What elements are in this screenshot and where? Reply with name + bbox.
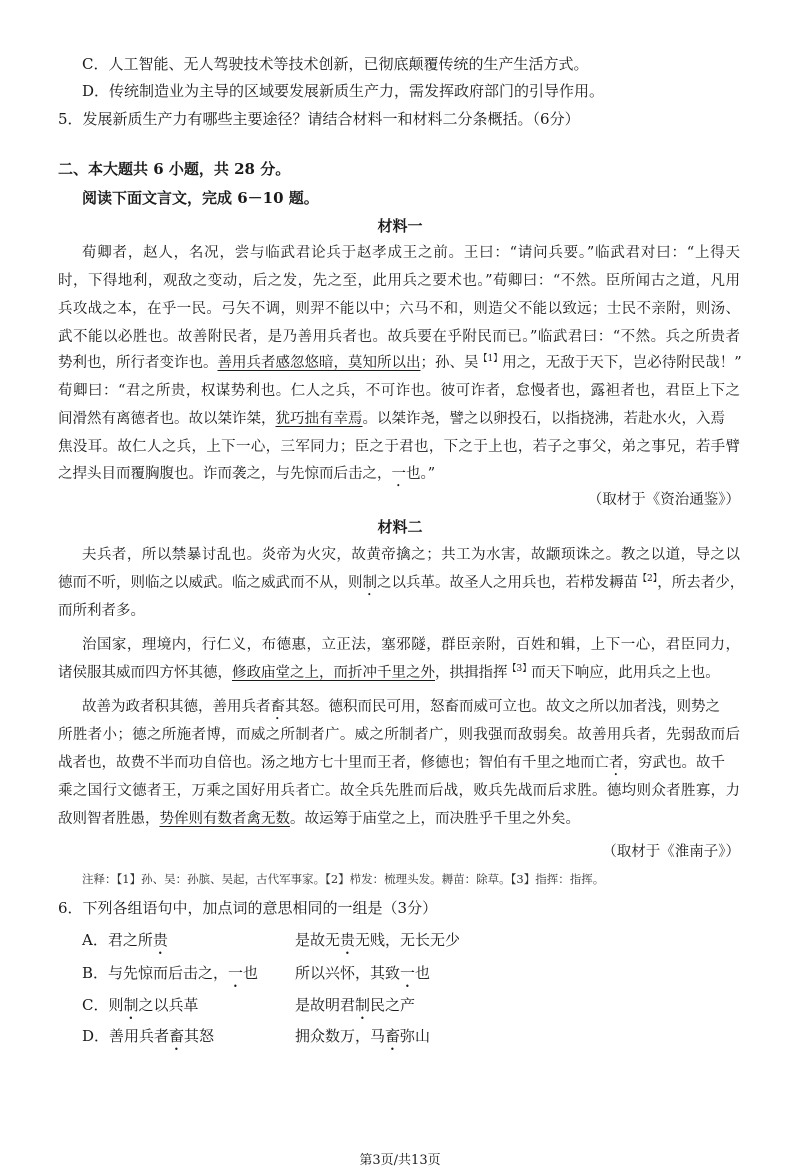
- page-footer: 第3页/共13页: [359, 1153, 441, 1168]
- m1-line: 荀卿者，赵人，名况，尝与临武君论兵于赵孝成王之前。王曰：“请问兵要。”临武君对曰：“上得天: [82, 245, 740, 261]
- m1-line: 势利也，所行者变诈也。善用兵者感忽悠暗，莫知所以出；孙、吴$^{【1】}$用之，无敌于天下，岂必待附民哉！”: [58, 354, 742, 371]
- underlined-sentence-4: 势侔则有数者禽无数: [159, 811, 290, 827]
- dotted-word: 畜: [270, 699, 285, 715]
- footnote-ref-2: 【2】: [638, 574, 658, 584]
- dotted-word: 贵: [340, 931, 356, 949]
- m1-line: 时，下得地利，观敌之变动，后之发，先之至，此用兵之要术也。”荀卿曰：“不然。臣所闻古之道，凡用: [58, 273, 740, 289]
- m2-line: 夫兵者，所以禁暴讨乱也。炎帝为火灾，故黄帝擒之；共工为水害，故颛顼诛之。教之以道，导之以: [82, 547, 740, 563]
- option-b-right: 所以兴怀，其致一也: [295, 964, 431, 982]
- option-c-prev: C．人工智能、无人驾驶技术等技术创新，已彻底颠覆传统的生产生活方式。: [82, 55, 589, 73]
- m2-line: 故善为政者积其德，善用兵者畜其怒。德积而民可用，怒畜而威可立也。故文之所以加者浅，则势之: [82, 699, 720, 715]
- m2-line: 敌则智者胜愚，势侔则有数者禽无数。故运筹于庙堂之上，而决胜乎千里之外矣。: [58, 811, 580, 827]
- m2-line: 所胜者小；德之所施者博，而威之所制者广。威之所制者广，则我强而敌弱矣。故善用兵者，先弱敌而后: [58, 727, 740, 743]
- m2-line: 诸侯服其威而四方怀其德，修政庙堂之上，而折冲千里之外，拱揖指挥$^{【3】}$而天下响应，此用兵之上也。: [58, 664, 720, 681]
- option-c-right: 是故明君制民之产: [295, 996, 416, 1014]
- option-d-left: D．善用兵者畜其怒: [82, 1027, 215, 1045]
- section-heading: 二、本大题共 6 小题，共 28 分。: [58, 160, 291, 178]
- option-a-right: 是故无贵无贱，无长无少: [295, 931, 461, 949]
- option-b-left: B．与先惊而后击之，一也: [82, 964, 259, 982]
- dotted-word: 制: [362, 575, 377, 591]
- underlined-sentence-1: 善用兵者感忽悠暗，莫知所以出: [217, 355, 421, 371]
- option-c-left: C．则制之以兵革: [82, 996, 199, 1014]
- m1-line: 兵攻战之本，在乎一民。弓矢不调，则羿不能以中；六马不和，则造父不能以致远；士民不亲附，则汤、: [58, 301, 740, 317]
- m2-line: 德而不听，则临之以威武。临之威武而不从，则制之以兵革。故圣人之用兵也，若栉发耨苗$^{【2】}$，所去者少，: [58, 574, 745, 591]
- m1-line: 焦没耳。故仁人之兵，上下一心，三军同力；臣之于君也，下之于上也，若子之事父，弟之事兄，若手臂: [58, 439, 740, 455]
- material-1-title: 材料一: [377, 217, 423, 235]
- m1-line: 间滑然有离德者也。故以桀诈桀，犹巧拙有幸焉。以桀诈尧，譬之以卵投石，以指挠沸，若赴水火，入焉: [58, 411, 725, 427]
- dotted-word: 制: [123, 996, 139, 1014]
- option-a-left: A．君之所贵: [82, 931, 168, 949]
- material-2-title: 材料二: [377, 518, 423, 536]
- dotted-word: 者: [609, 755, 624, 771]
- question-5: 5．发展新质生产力有哪些主要途径？请结合材料一和材料二分条概括。（6分）: [58, 110, 580, 128]
- m1-line: 荀卿曰：“君之所贵，权谋势利也。仁人之兵，不可诈也。彼可诈者，怠慢者也，露袒者也，君臣上下之: [58, 383, 740, 399]
- dotted-word: 贵: [152, 931, 168, 949]
- footnote-ref-3: 【3】: [507, 664, 532, 674]
- m2-line: 乘之国行文德者王，万乘之国好用兵者亡。故全兵先胜而后战，败兵先战而后求胜。德均则众者胜寡，力: [58, 783, 740, 799]
- footnotes: 注释：【1】孙、吴：孙膑、吴起，古代军事家。【2】栉发：梳理头发。耨苗：除草。【3】指挥：指挥。: [82, 872, 605, 886]
- question-6: 6．下列各组语句中，加点词的意思相同的一组是（3分）: [58, 899, 438, 917]
- m1-line: 之捍头目而覆胸腹也。诈而袭之，与先惊而后击之，一也。”: [58, 466, 436, 482]
- material-2-source: （取材于《淮南子》）: [602, 844, 740, 860]
- dotted-word: 畜: [385, 1027, 401, 1045]
- dotted-word: 畜: [169, 1027, 185, 1045]
- option-d-prev: D．传统制造业为主导的区域要发展新质生产力，需发挥政府部门的引导作用。: [82, 82, 605, 100]
- footnote-ref-1: 【1】: [478, 354, 503, 364]
- m1-line: 武不能以必胜也。故善附民者，是乃善用兵者也。故兵要在乎附民而已。”临武君曰：“不然。兵之所贵者: [58, 329, 740, 345]
- m2-line: 而所利者多。: [58, 603, 145, 619]
- section-instruction: 阅读下面文言文，完成 6－10 题。: [82, 189, 319, 207]
- m2-line: 治国家，理境内，行仁义，布德惠，立正法，塞邪隧，群臣亲附，百姓和辑，上下一心，君臣同力，: [82, 637, 740, 653]
- underlined-sentence-3: 修政庙堂之上，而折冲千里之外: [232, 665, 435, 681]
- dotted-word: 一: [400, 964, 416, 982]
- m2-line: 战者也，故费不半而功自倍也。汤之地方七十里而王者，修德也；智伯有千里之地而亡者，穷武也。故千: [58, 755, 725, 771]
- dotted-word: 一: [391, 466, 406, 482]
- dotted-word: 制: [355, 996, 371, 1014]
- underlined-sentence-2: 犹巧拙有幸焉: [275, 411, 363, 427]
- option-d-right: 拥众数万，马畜弥山: [295, 1027, 431, 1045]
- material-1-source: （取材于《资治通鉴》）: [587, 492, 740, 508]
- dotted-word: 一: [228, 964, 244, 982]
